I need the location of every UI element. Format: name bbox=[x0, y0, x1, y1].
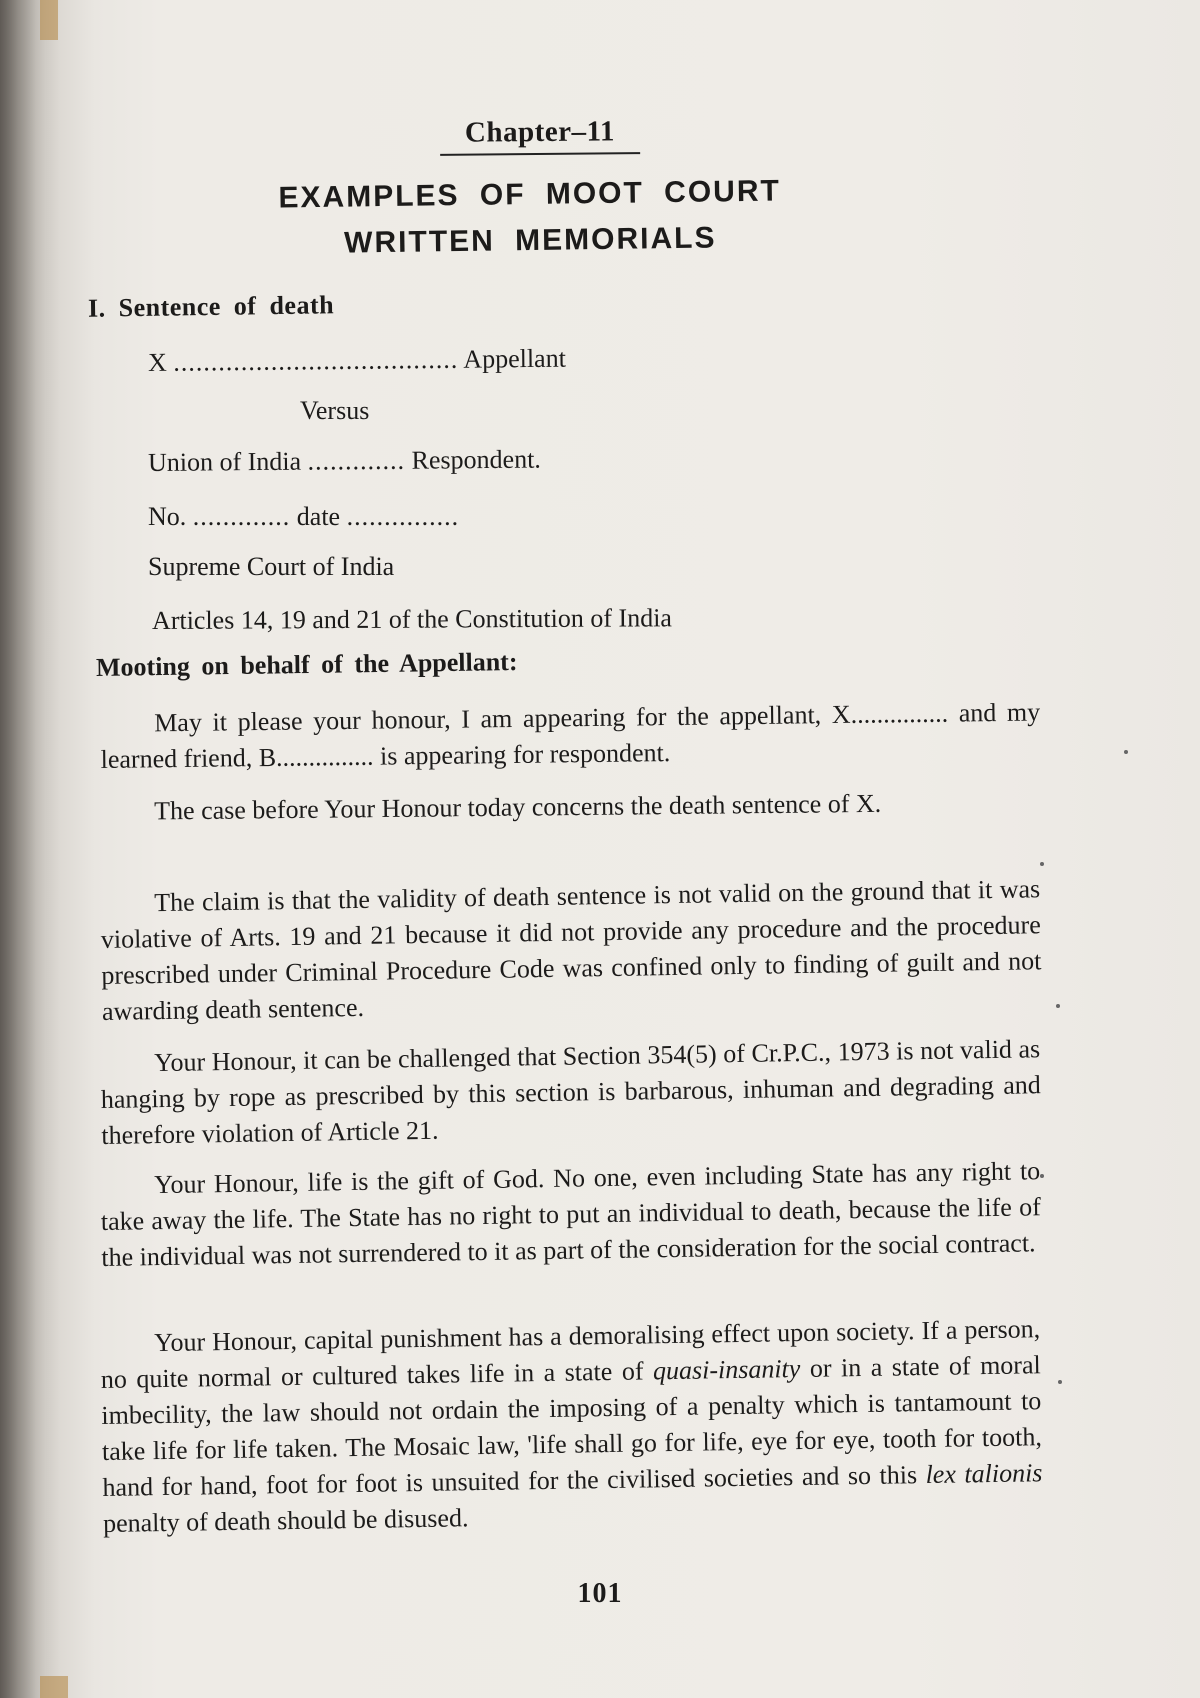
paragraph-case bbox=[100, 784, 1040, 830]
print-speck bbox=[1040, 862, 1044, 866]
section-heading bbox=[88, 290, 335, 323]
appellant-line bbox=[148, 344, 566, 378]
no-label: No. bbox=[148, 502, 187, 531]
appellant-name: X bbox=[147, 347, 167, 377]
paragraph-claim bbox=[100, 871, 1042, 1030]
paragraph-text bbox=[100, 1311, 1043, 1542]
chapter-label: Chapter–11 bbox=[440, 115, 640, 156]
respondent-name: Union of India bbox=[147, 446, 302, 477]
paragraph-text-part: or in a state of moral imbecility, the law should not ordain the imposing of a penalty which is tantamount to take life for life taken. The Mosaic law, 'life shall go for life, eye for eye, tooth for tooth, hand for hand, foot for foot is unsuited for the civilised societies and so this bbox=[101, 1350, 1043, 1502]
case-number-line bbox=[148, 502, 459, 532]
date-label: date bbox=[296, 502, 341, 531]
print-speck bbox=[1056, 1004, 1060, 1008]
paragraph-capital-punishment bbox=[100, 1311, 1043, 1542]
print-speck bbox=[1040, 1174, 1044, 1178]
print-speck bbox=[1058, 1380, 1062, 1384]
paragraph-text: The claim is that the validity of death sentence is not valid on the ground that it was violative of Arts. 19 and 21 because it did not provide any procedure and the procedure prescribed under Criminal Procedure Code was confined only to finding of guilt and not awarding death sentence. bbox=[100, 874, 1042, 1026]
chapter-title-line-2: WRITTEN MEMORIALS bbox=[343, 221, 717, 260]
page-edge-mark bbox=[40, 1676, 68, 1698]
court-line: Supreme Court of India bbox=[148, 552, 395, 581]
italic-term: lex talionis bbox=[925, 1458, 1043, 1490]
italic-term: quasi-insanity bbox=[652, 1354, 801, 1386]
paragraph-text: Your Honour, life is the gift of God. No one, even including State has any right to take away the life. The State has no right to put an individual to death, because the life of the individual was not surrendered to it as part of the consideration for the social contract. bbox=[100, 1156, 1041, 1272]
respondent-line bbox=[148, 445, 541, 478]
paragraph-text: May it please your honour, I am appearing for the appellant, X............... and my learned friend, B............... is appearing for respondent. bbox=[100, 697, 1041, 774]
respondent-dots: ............. bbox=[307, 445, 406, 476]
chapter-title bbox=[239, 168, 820, 268]
paragraph-text: Your Honour, it can be challenged that Section 354(5) of Cr.P.C., 1973 is not valid as hanging by rope as prescribed by this section is barbarous, inhuman and degrading and therefore violation of Article 21. bbox=[100, 1034, 1041, 1150]
appellant-label: Appellant bbox=[463, 343, 567, 374]
respondent-label: Respondent. bbox=[411, 444, 541, 475]
binding-shadow bbox=[0, 0, 60, 1698]
chapter-title-line-1: EXAMPLES OF MOOT COURT bbox=[278, 174, 782, 215]
page-edge-mark bbox=[40, 0, 58, 40]
appellant-dots: ...................................... bbox=[173, 344, 459, 377]
articles-line: Articles 14, 19 and 21 of the Constitution of India bbox=[151, 603, 673, 635]
paragraph-text-part: Your Honour, capital punishment has a demoralising effect upon society. If a person, no quite normal or cultured takes life in a state of bbox=[100, 1314, 1041, 1394]
paragraph-section-354 bbox=[100, 1031, 1042, 1154]
paragraph-gift-of-god bbox=[100, 1153, 1042, 1276]
no-dots: ............. bbox=[192, 502, 291, 531]
paragraph-intro bbox=[100, 695, 1041, 778]
section-number: I. bbox=[87, 293, 106, 323]
versus-line: Versus bbox=[300, 396, 370, 425]
section-title: Sentence of death bbox=[118, 290, 335, 323]
date-dots: ............... bbox=[346, 502, 460, 531]
page-number: 101 bbox=[577, 1578, 623, 1609]
paragraph-text-part: penalty of death should be disused. bbox=[102, 1503, 469, 1538]
print-speck bbox=[1124, 750, 1128, 754]
paragraph-text: The case before Your Honour today concerns the death sentence of X. bbox=[154, 788, 882, 826]
mooting-heading: Mooting on behalf of the Appellant: bbox=[95, 647, 518, 682]
